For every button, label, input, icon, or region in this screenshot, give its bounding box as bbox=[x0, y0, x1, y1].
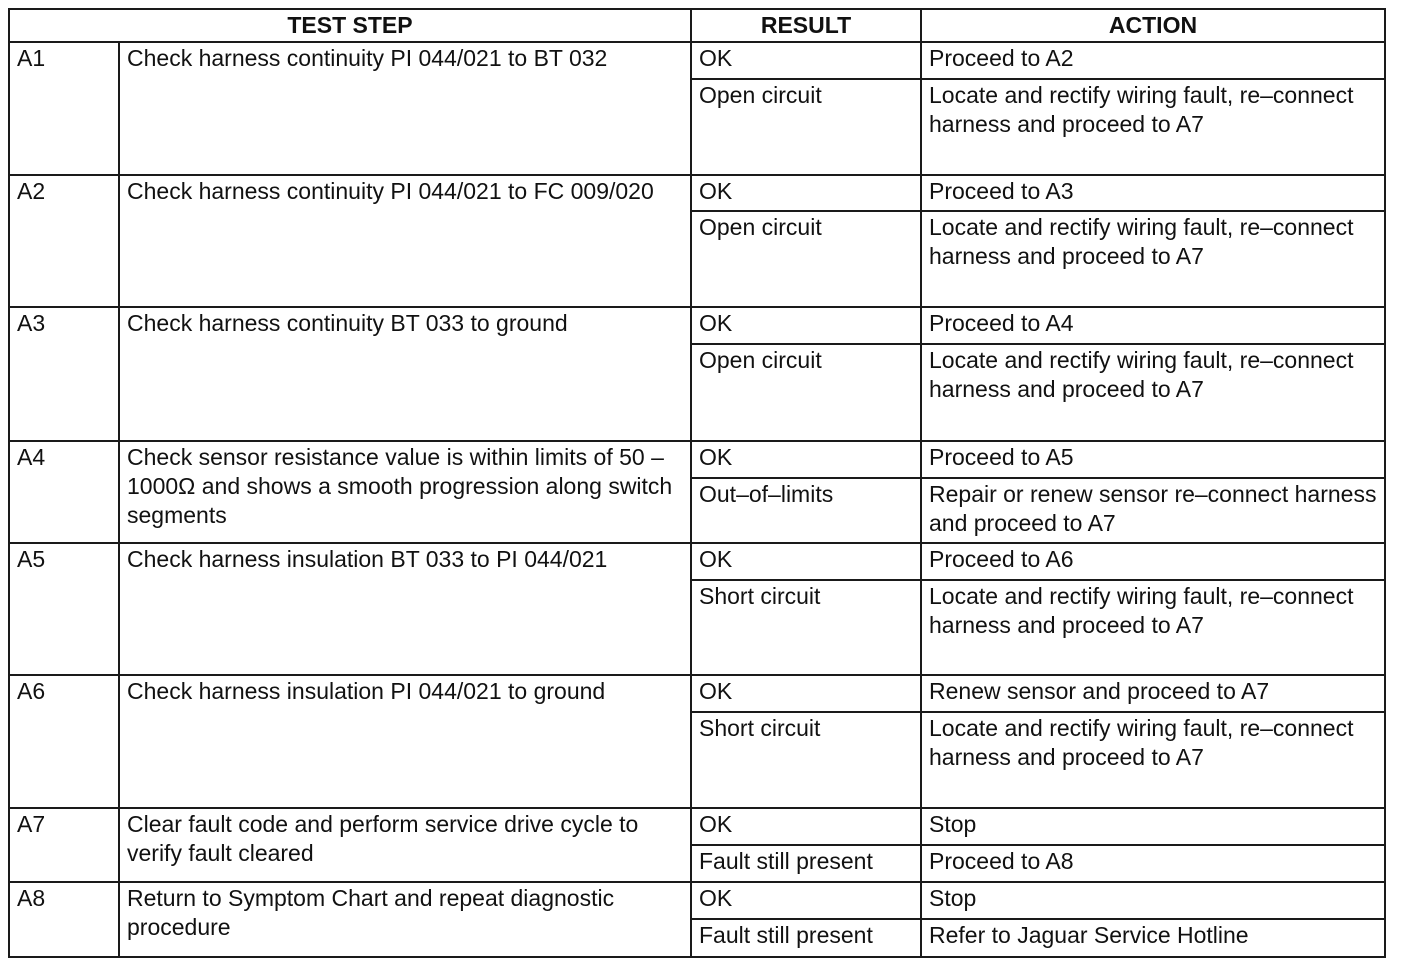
result-cell: Open circuit bbox=[691, 79, 921, 175]
result-cell: OK bbox=[691, 42, 921, 79]
result-cell: Open circuit bbox=[691, 211, 921, 307]
action-cell: Stop bbox=[921, 808, 1385, 845]
action-cell: Refer to Jaguar Service Hotline bbox=[921, 919, 1385, 957]
action-cell: Proceed to A3 bbox=[921, 175, 1385, 212]
table-row bbox=[9, 307, 1385, 344]
step-description: Clear fault code and perform service drive cycle to verify fault cleared bbox=[119, 808, 691, 882]
result-cell: OK bbox=[691, 543, 921, 580]
action-cell: Repair or renew sensor re–connect harness and proceed to A7 bbox=[921, 478, 1385, 543]
result-cell: OK bbox=[691, 175, 921, 212]
action-cell: Proceed to A4 bbox=[921, 307, 1385, 344]
result-cell: OK bbox=[691, 675, 921, 712]
step-id: A8 bbox=[9, 882, 119, 957]
result-cell: OK bbox=[691, 808, 921, 845]
table-row bbox=[9, 543, 1385, 580]
step-id: A3 bbox=[9, 307, 119, 441]
result-cell: OK bbox=[691, 441, 921, 478]
step-description: Check harness insulation PI 044/021 to ground bbox=[119, 675, 691, 808]
action-cell: Proceed to A6 bbox=[921, 543, 1385, 580]
diagnostic-test-table bbox=[8, 8, 1386, 958]
result-cell: Short circuit bbox=[691, 712, 921, 808]
result-cell: OK bbox=[691, 882, 921, 919]
result-cell: Out–of–limits bbox=[691, 478, 921, 543]
action-cell: Renew sensor and proceed to A7 bbox=[921, 675, 1385, 712]
action-cell: Locate and rectify wiring fault, re–connect harness and proceed to A7 bbox=[921, 344, 1385, 441]
result-cell: OK bbox=[691, 307, 921, 344]
step-id: A1 bbox=[9, 42, 119, 175]
table-row bbox=[9, 42, 1385, 79]
step-id: A4 bbox=[9, 441, 119, 543]
action-cell: Locate and rectify wiring fault, re–connect harness and proceed to A7 bbox=[921, 211, 1385, 307]
step-description: Check harness continuity BT 033 to ground bbox=[119, 307, 691, 441]
step-description: Check sensor resistance value is within limits of 50 – 1000Ω and shows a smooth progression along switch segments bbox=[119, 441, 691, 543]
table-row bbox=[9, 441, 1385, 478]
action-cell: Proceed to A5 bbox=[921, 441, 1385, 478]
result-cell: Fault still present bbox=[691, 845, 921, 883]
table-row bbox=[9, 175, 1385, 212]
step-description: Check harness continuity PI 044/021 to FC 009/020 bbox=[119, 175, 691, 308]
step-description: Check harness continuity PI 044/021 to BT 032 bbox=[119, 42, 691, 175]
header-result: RESULT bbox=[691, 9, 921, 42]
result-cell: Open circuit bbox=[691, 344, 921, 441]
step-description: Return to Symptom Chart and repeat diagnostic procedure bbox=[119, 882, 691, 957]
action-cell: Locate and rectify wiring fault, re–connect harness and proceed to A7 bbox=[921, 580, 1385, 676]
step-id: A5 bbox=[9, 543, 119, 676]
action-cell: Proceed to A8 bbox=[921, 845, 1385, 883]
header-row bbox=[9, 9, 1385, 42]
header-test-step: TEST STEP bbox=[9, 9, 691, 42]
action-cell: Stop bbox=[921, 882, 1385, 919]
table-row bbox=[9, 675, 1385, 712]
result-cell: Short circuit bbox=[691, 580, 921, 676]
table-row bbox=[9, 882, 1385, 919]
header-action: ACTION bbox=[921, 9, 1385, 42]
table-row bbox=[9, 808, 1385, 845]
step-id: A6 bbox=[9, 675, 119, 808]
step-id: A7 bbox=[9, 808, 119, 882]
action-cell: Proceed to A2 bbox=[921, 42, 1385, 79]
step-id: A2 bbox=[9, 175, 119, 308]
action-cell: Locate and rectify wiring fault, re–connect harness and proceed to A7 bbox=[921, 79, 1385, 175]
result-cell: Fault still present bbox=[691, 919, 921, 957]
action-cell: Locate and rectify wiring fault, re–connect harness and proceed to A7 bbox=[921, 712, 1385, 808]
step-description: Check harness insulation BT 033 to PI 044/021 bbox=[119, 543, 691, 676]
